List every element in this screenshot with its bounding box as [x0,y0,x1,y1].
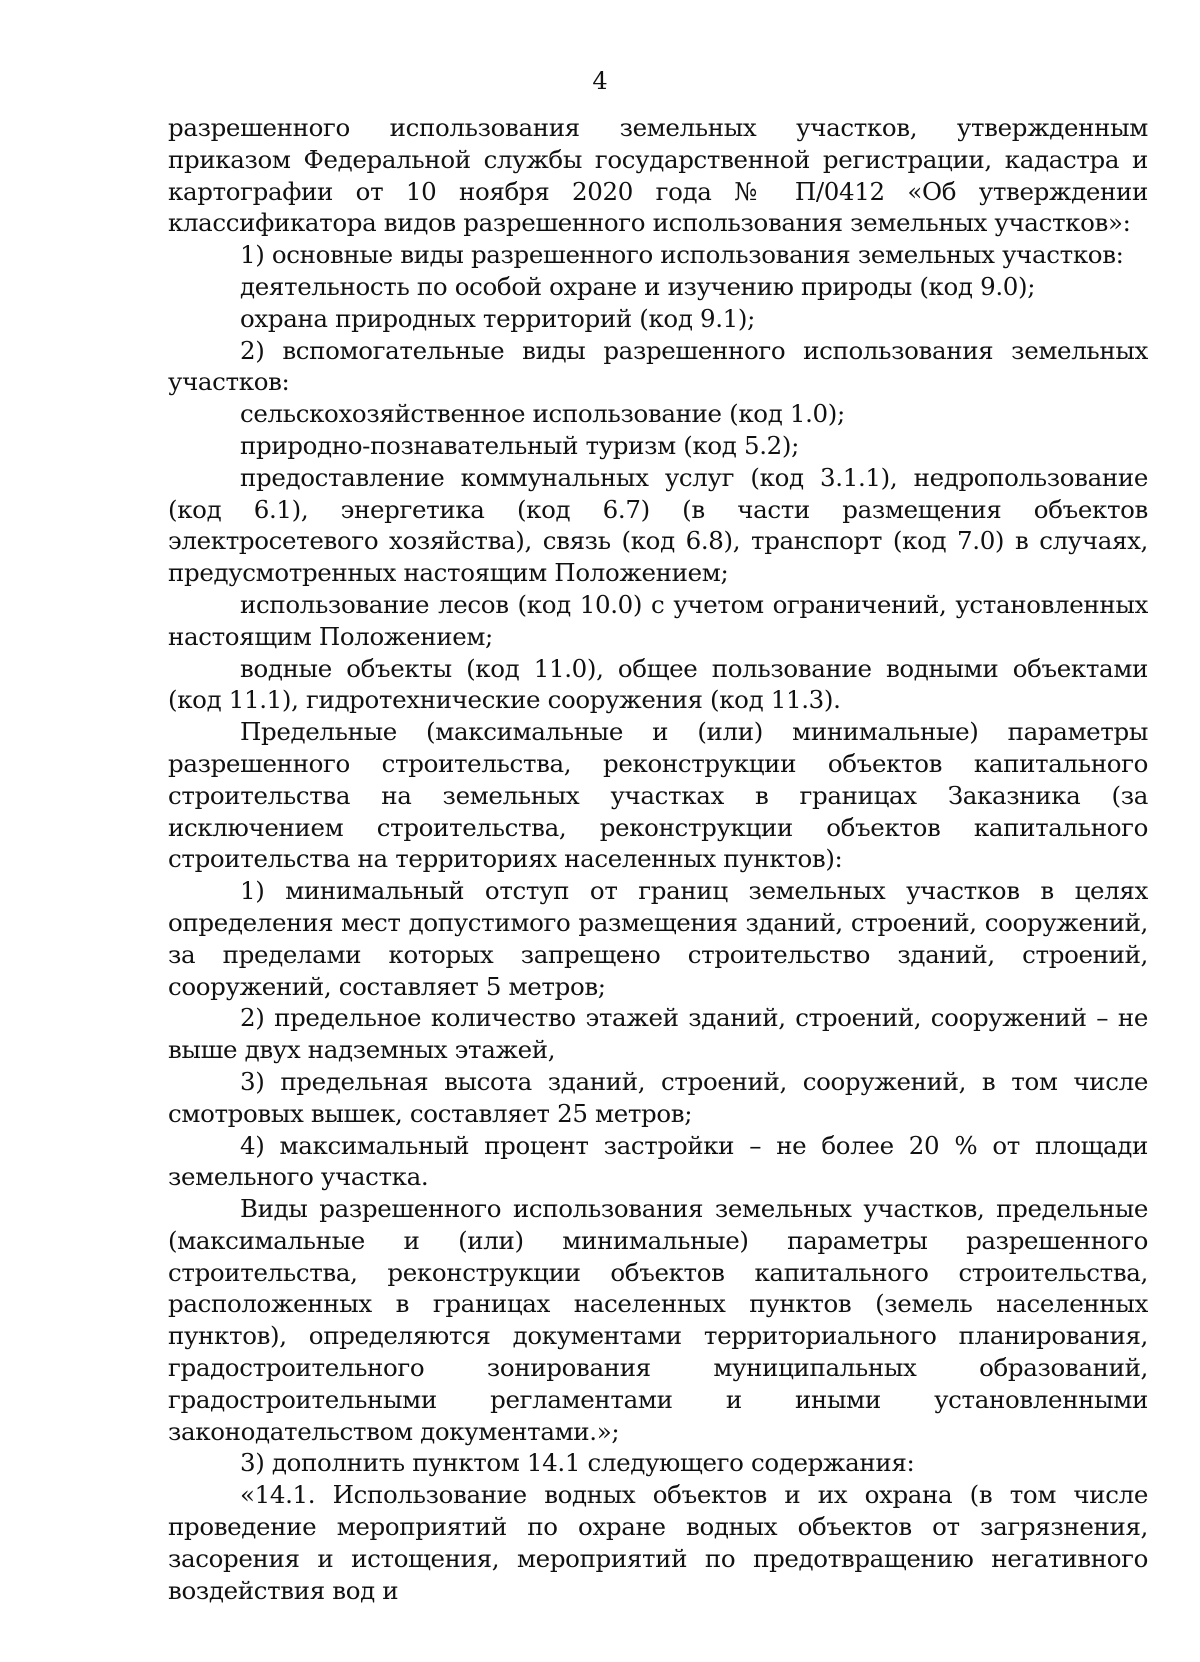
paragraph: предоставление коммунальных услуг (код 3.1.1), недропользование (код 6.1), энергетика (код 6.7) (в части размещения объектов электросетевого хозяйства), связь (код 6.8), транспорт (код 7.0) в случаях, предусмотренных настоящим Положением; [168,462,1148,588]
paragraph: Предельные (максимальные и (или) минимальные) параметры разрешенного строительства, реконструкции объектов капитального строительства на земельных участках в границах Заказника (за исключением строительства, реконструкции объектов капитального строительства на территориях населенных пунктов): [168,717,1148,874]
paragraph: 3) дополнить пунктом 14.1 следующего содержания: [240,1448,915,1478]
paragraph: 1) минимальный отступ от границ земельных участков в целях определения мест допустимого размещения зданий, строений, сооружений, за пределами которых запрещено строительство зданий, строений, сооружений, составляет 5 метров; [168,876,1148,1001]
paragraph: Виды разрешенного использования земельных участков, предельные (максимальные и (или) минимальные) параметры разрешенного строительства, реконструкции объектов капитального строительства, расположенных в границах населенных пунктов (земель населенных пунктов), определяются документами территориального планирования, градостроительного зонирования муниципальных образований, градостроительными регламентами и иными установленными законодательством документами.»; [168,1194,1148,1446]
paragraph: 4) максимальный процент застройки – не более 20 % от площади земельного участка. [168,1130,1148,1192]
paragraph: охрана природных территорий (код 9.1); [240,303,756,333]
paragraph: водные объекты (код 11.0), общее пользование водными объектами (код 11.1), гидротехнические сооружения (код 11.3). [168,653,1148,715]
paragraph: «14.1. Использование водных объектов и их охрана (в том числе проведение мероприятий по охране водных объектов от загрязнения, засорения и истощения, мероприятий по предотвращению негативного воздействия вод и [168,1480,1148,1605]
paragraph: природно-познавательный туризм (код 5.2); [240,430,800,460]
page-number: 4 [592,67,608,95]
paragraph: использование лесов (код 10.0) с учетом ограничений, установленных настоящим Положением; [168,589,1148,651]
paragraph: 3) предельная высота зданий, строений, сооружений, в том числе смотровых вышек, составляет 25 метров; [168,1066,1148,1128]
paragraph: сельскохозяйственное использование (код 1.0); [240,399,845,429]
document-body [168,112,1148,1606]
paragraph: деятельность по особой охране и изучению природы (код 9.0); [240,271,1036,301]
paragraph: 2) вспомогательные виды разрешенного использования земельных участков: [168,335,1148,397]
paragraph: разрешенного использования земельных участков, утвержденным приказом Федеральной службы государственной регистрации, кадастра и картографии от 10 ноября 2020 года № П/0412 «Об утверждении классификатора видов разрешенного использования земельных участков»: [168,113,1148,238]
paragraph: 2) предельное количество этажей зданий, строений, сооружений – не выше двух надземных этажей, [168,1003,1148,1065]
paragraph: 1) основные виды разрешенного использования земельных участков: [240,240,1124,270]
